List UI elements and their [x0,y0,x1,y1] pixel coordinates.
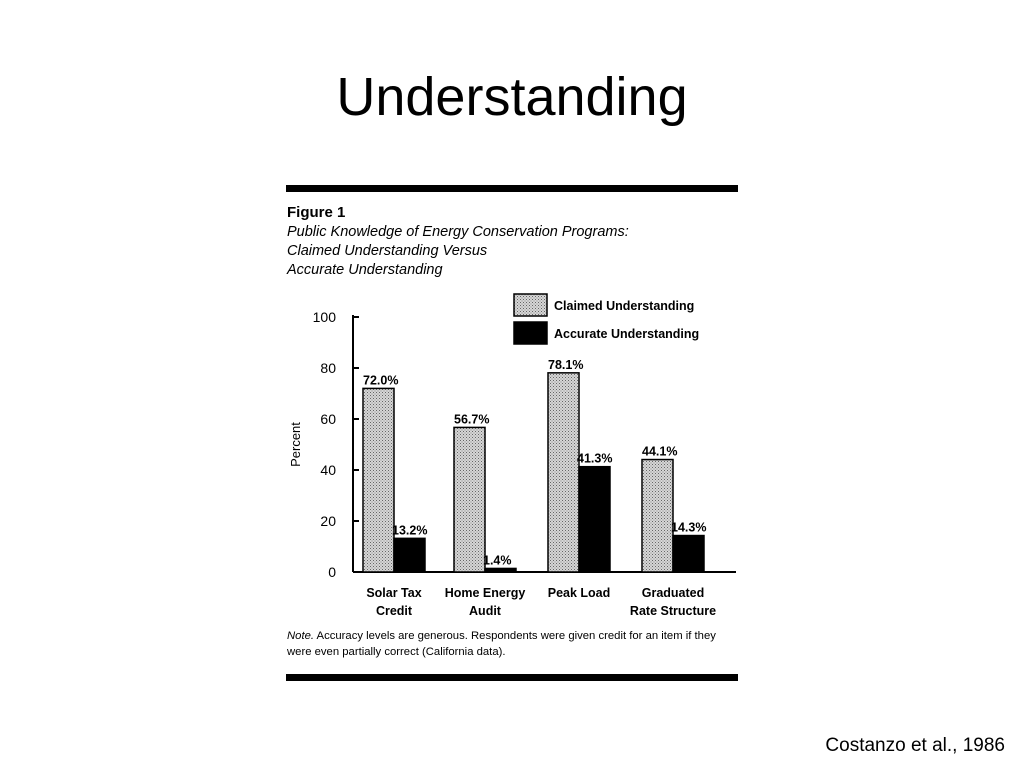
bar-value-label: 72.0% [363,373,399,388]
x-category-label: Peak Load [547,586,611,600]
caption-line: Accurate Understanding [287,262,443,278]
legend-swatch [514,322,547,344]
bar-value-label: 56.7% [454,412,490,427]
y-tick-label: 20 [320,513,336,529]
bar [485,568,516,572]
bar [642,460,673,572]
slide-title: Understanding [336,67,688,127]
plot-area [288,294,736,618]
figure-note [287,628,739,660]
legend-label: Claimed Understanding [554,299,695,313]
bar [394,538,425,572]
legend-label: Accurate Understanding [554,327,700,341]
x-category-label: Graduated [641,586,705,600]
bar [363,388,394,572]
figure-bottom-rule [286,674,738,681]
bar-value-label: 44.1% [642,444,678,459]
legend-swatch [514,294,547,316]
y-tick-label: 0 [328,564,336,580]
y-tick-label: 60 [320,411,336,427]
figure-panel [286,185,738,683]
bar [673,536,704,572]
y-tick-label: 100 [312,309,336,325]
x-category-label: Solar Tax [366,586,422,600]
citation: Costanzo et al., 1986 [825,735,1005,756]
bar-chart [286,185,738,625]
x-category-label: Rate Structure [629,604,717,618]
note-text: Accuracy levels are generous. Respondents were given credit for an item if they were even partially correct (California data). [287,630,716,658]
x-category-label: Audit [469,604,501,618]
x-category-label: Home Energy [444,586,526,600]
caption-line: Claimed Understanding Versus [287,243,488,259]
bar-value-label: 78.1% [548,357,584,372]
figure-label: Figure 1 [287,204,346,221]
bar-value-label: 14.3% [671,520,707,535]
bar-value-label: 13.2% [392,523,428,538]
y-tick-label: 80 [320,360,336,376]
caption-line: Public Knowledge of Energy Conservation Programs: [287,224,629,240]
x-category-label: Credit [375,604,413,618]
note-label: Note. [287,630,315,642]
y-tick-label: 40 [320,462,336,478]
bar [454,427,485,572]
bar-value-label: 41.3% [577,451,613,466]
y-axis-label: Percent [288,422,303,467]
bar [579,467,610,572]
bar-value-label: 1.4% [483,553,512,568]
bar [548,373,579,572]
